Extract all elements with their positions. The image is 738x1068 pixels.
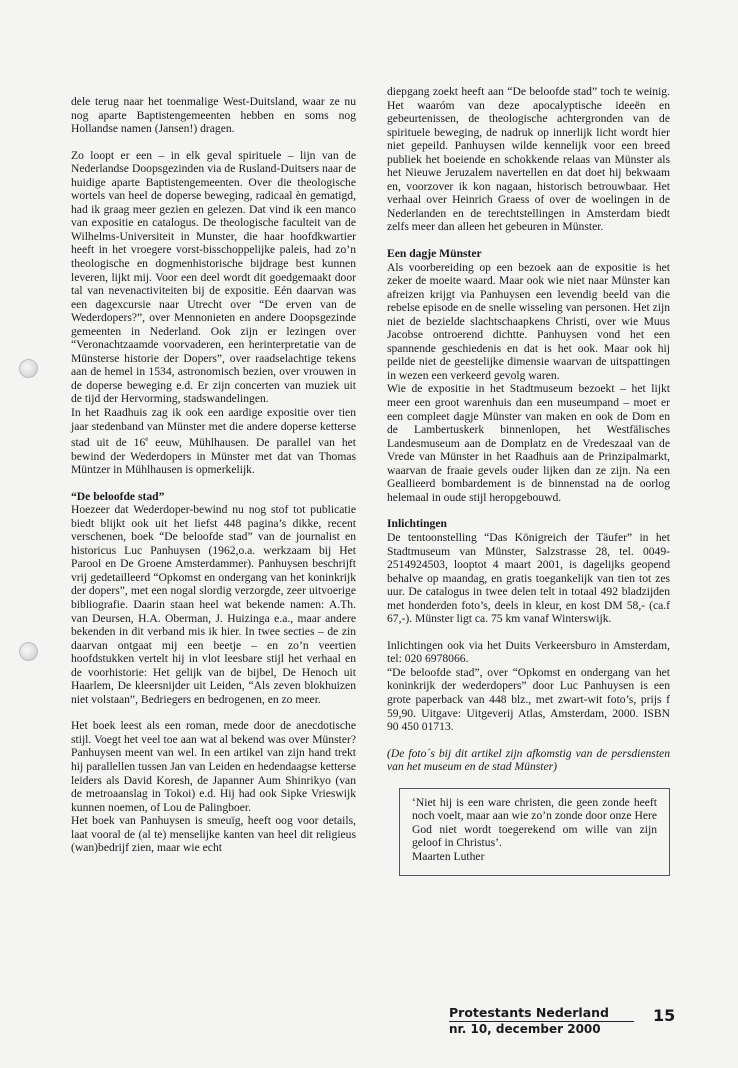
paragraph: Het boek van Panhuysen is smeuïg, heeft oog voor details, laat vooral de (al te) menselijke kanten van heel dit religieus (wan)bedrijf zien, maar wie echt xyxy=(71,814,356,855)
right-column xyxy=(387,85,670,876)
quote-box xyxy=(399,788,670,877)
paragraph: In het Raadhuis zag ik ook een aardige expositie over tien jaar stedenband van Münster met die andere doperse ketterse stad uit de 16e eeuw, Mühlhausen. De parallel van het bewind der Wederdopers in Münster met dat van Thomas Müntzer in Mühlhausen is opmerkelijk. xyxy=(71,406,356,477)
quote-author: Maarten Luther xyxy=(412,849,485,863)
photo-credit: (De foto´s bij dit artikel zijn afkomstig van de persdiensten van het museum en de stad Münster) xyxy=(387,746,670,774)
paragraph: Wie de expositie in het Stadtmuseum bezoekt – het lijkt meer een groot warenhuis dan een museumpand – moet er een compleet dagje Münster van maken en ook de Dom en de Lambertuskerk binnenlopen, het Westfälisches Landesmuseum aan de Domplatz en de Vredeszaal van de Vrede van Münster in het Raadhuis aan de Prinzipalmarkt, waarvan de fraaie gevels ouder lijken dan ze zijn. Na een Geallieerd bombardement is de binnenstad na de oorlog helemaal in oude stijl heropgebouwd. xyxy=(387,382,670,504)
paragraph: diepgang zoekt heeft aan “De beloofde stad” toch te weinig. Het waaróm van deze apocalyptische ideeën en gebeurtenissen, de theologische achtergronden van de spirituele beweging, de nadruk op innerlijk licht wordt hier niet gepeild. Panhuysen wilde kennelijk voor een breed publiek het boeiende en schokkende relaas van Münster als het Nieuwe Jeruzalem navertellen en dat doet hij bekwaam en, voorzover ik kon nagaan, historisch betrouwbaar. Het verhaal over Heinrich Graess of over de woelingen in de Nederlanden en de terechtstellingen in Amsterdam biedt zelfs meer dan alleen het gebeuren in Münster. xyxy=(387,85,670,234)
magazine-title: Protestants Nederland xyxy=(449,1005,609,1020)
paragraph: De tentoonstelling “Das Königreich der Täufer” in het Stadtmuseum van Münster, Salzstrasse 28, tel. 0049-2514924503, looptot 4 maart 2001, is dagelijks geopend behalve op maandag, en gratis toegankelijk van tien tot zes uur. De catalogus in twee delen telt in totaal 492 bladzijden met honderden foto’s, deels in kleur, en kost DM 58,- (ca.f 67,-). Münster ligt ca. 75 km vanaf Winterswijk. xyxy=(387,530,670,626)
quote-text: ‘Niet hij is een ware christen, die geen zonde heeft noch voelt, maar aan wie zo’n zonde door onze Here God niet wordt toegerekend om wille van zijn geloof in Christus’. xyxy=(412,795,657,850)
left-column xyxy=(71,95,356,855)
paragraph: Inlichtingen ook via het Duits Verkeersburo in Amsterdam, tel: 020 6978066. xyxy=(387,638,670,666)
page-number: 15 xyxy=(653,1006,676,1025)
punch-hole xyxy=(19,359,38,378)
paragraph: Het boek leest als een roman, mede door de anecdotische stijl. Voegt het veel toe aan wat al bekend was over Münster? Panhuysen meent van wel. In een artikel van zijn hand trekt hij parallellen tussen Jan van Leiden en hedendaagse ketterse leiders als David Koresh, de Japanner Aum Shinrikyo (van de metroaanslag in Tokoi) e.d. Hij had ook Sipke Vrieswijk kunnen noemen, of Lou de Palingboer. xyxy=(71,719,356,814)
issue-info: nr. 10, december 2000 xyxy=(449,1022,601,1036)
section-heading: Een dagje Münster xyxy=(387,247,482,261)
paragraph: “De beloofde stad”, over “Opkomst en ondergang van het koninkrijk der wederdopers” door Luc Panhuysen is een grote paperback van 448 blz., met zwart-wit foto’s, prijs f 59,90. Uitgave: Uitgeverij Atlas, Amsterdam, 2000. ISBN 90 450 01713. xyxy=(387,665,670,734)
punch-hole xyxy=(19,642,38,661)
section-heading: Inlichtingen xyxy=(387,517,447,531)
paragraph: Zo loopt er een – in elk geval spirituele – lijn van de Nederlandse Doopsgezinden via de Rusland-Duitsers naar de huidige aparte Baptistengemeenten. Over die theologische wortels van heel de doperse beweging, radicaal èn gematigd, had ik graag meer gezien en gelezen. Dat vind ik een manco van expositie en catalogus. De theologische faculteit van de Wilhelms-Universiteit in Munster, die haar hoofdkwartier heeft in het vroegere vorst-bisschoppelijke paleis, had zo’n theologische en dogmenhistorische bijdrage best kunnen leveren, lijkt mij. Voor een deel wordt dit goedgemaakt door tal van nevenactiviteiten bij de expositie. Eén daarvan was een dagexcursie naar Utrecht over “De erven van de Wederdopers?”, over Mennonieten en andere Doopsgezinde gemeenten in Nederland. Ook zijn er lezingen over “Veronachtzaamde voorvaderen, een herinterpretatie van de Münsterse historie der Dopers”, over raadselachtige tekens aan de hemel in 1534, astronomisch bezien, over vrouwen in de doperse beweging e.d. Er zijn concerten van muziek uit de tijd der Hervorming, stadswandelingen. xyxy=(71,148,356,406)
paragraph: Als voorbereiding op een bezoek aan de expositie is het zeker de moeite waard. Maar ook wie niet naar Münster kan afreizen krijgt via Panhuysen een levendig beeld van die rebelse episode en de snelle wisseling van personen. Het zijn niet de bezielde slachtschaapkens Christi, over wie Muus Jacobse ontroerend dichtte. Panhuysen vond het een spannende geschiedenis en dat is het ook. Maar ook hij peilde niet de geestelijke dimensie waarvan de uitspattingen in wezen een verkeerd gevolg waren. xyxy=(387,260,670,382)
paragraph: dele terug naar het toenmalige West-Duitsland, waar ze nu nog aparte Baptistengemeenten hebben en soms nog Hollandse namen (Jansen!) dragen. xyxy=(71,95,356,136)
section-heading: “De beloofde stad” xyxy=(71,489,165,503)
paragraph: Hoezeer dat Wederdoper-bewind nu nog stof tot publicatie biedt blijkt ook uit het liefst 448 pagina’s dikke, recent verschenen, boek “De beloofde stad” van de journalist en historicus Luc Panhuysen (1962,o.a. werkzaam bij Het Parool en De Groene Amsterdammer). Panhuysen beschrijft vrij gedetailleerd “Opkomst en ondergang van het koninkrijk der dopers”, met een nogal slordig verzorgde, zeer uitvoerige bibliografie. Daarin staan heel wat bekende namen: A.Th. van Deursen, H.A. Oberman, J. Huizinga e.a., maar andere bekenden in dit verband mis ik hier. In twee secties – de zin daarvan ontgaat mij een beetje – en zo’n veertien hoofdstukken vertelt hij in vlot leesbare stijl het verhaal en de voorhistorie: Het gelijk van de bijbel, De Henoch uit Haarlem, De kleersnijder uit Leiden, “Als zeven blokhuizen niet volstaan”, Bedriegers en bedrogenen, en zo meer. xyxy=(71,503,356,706)
